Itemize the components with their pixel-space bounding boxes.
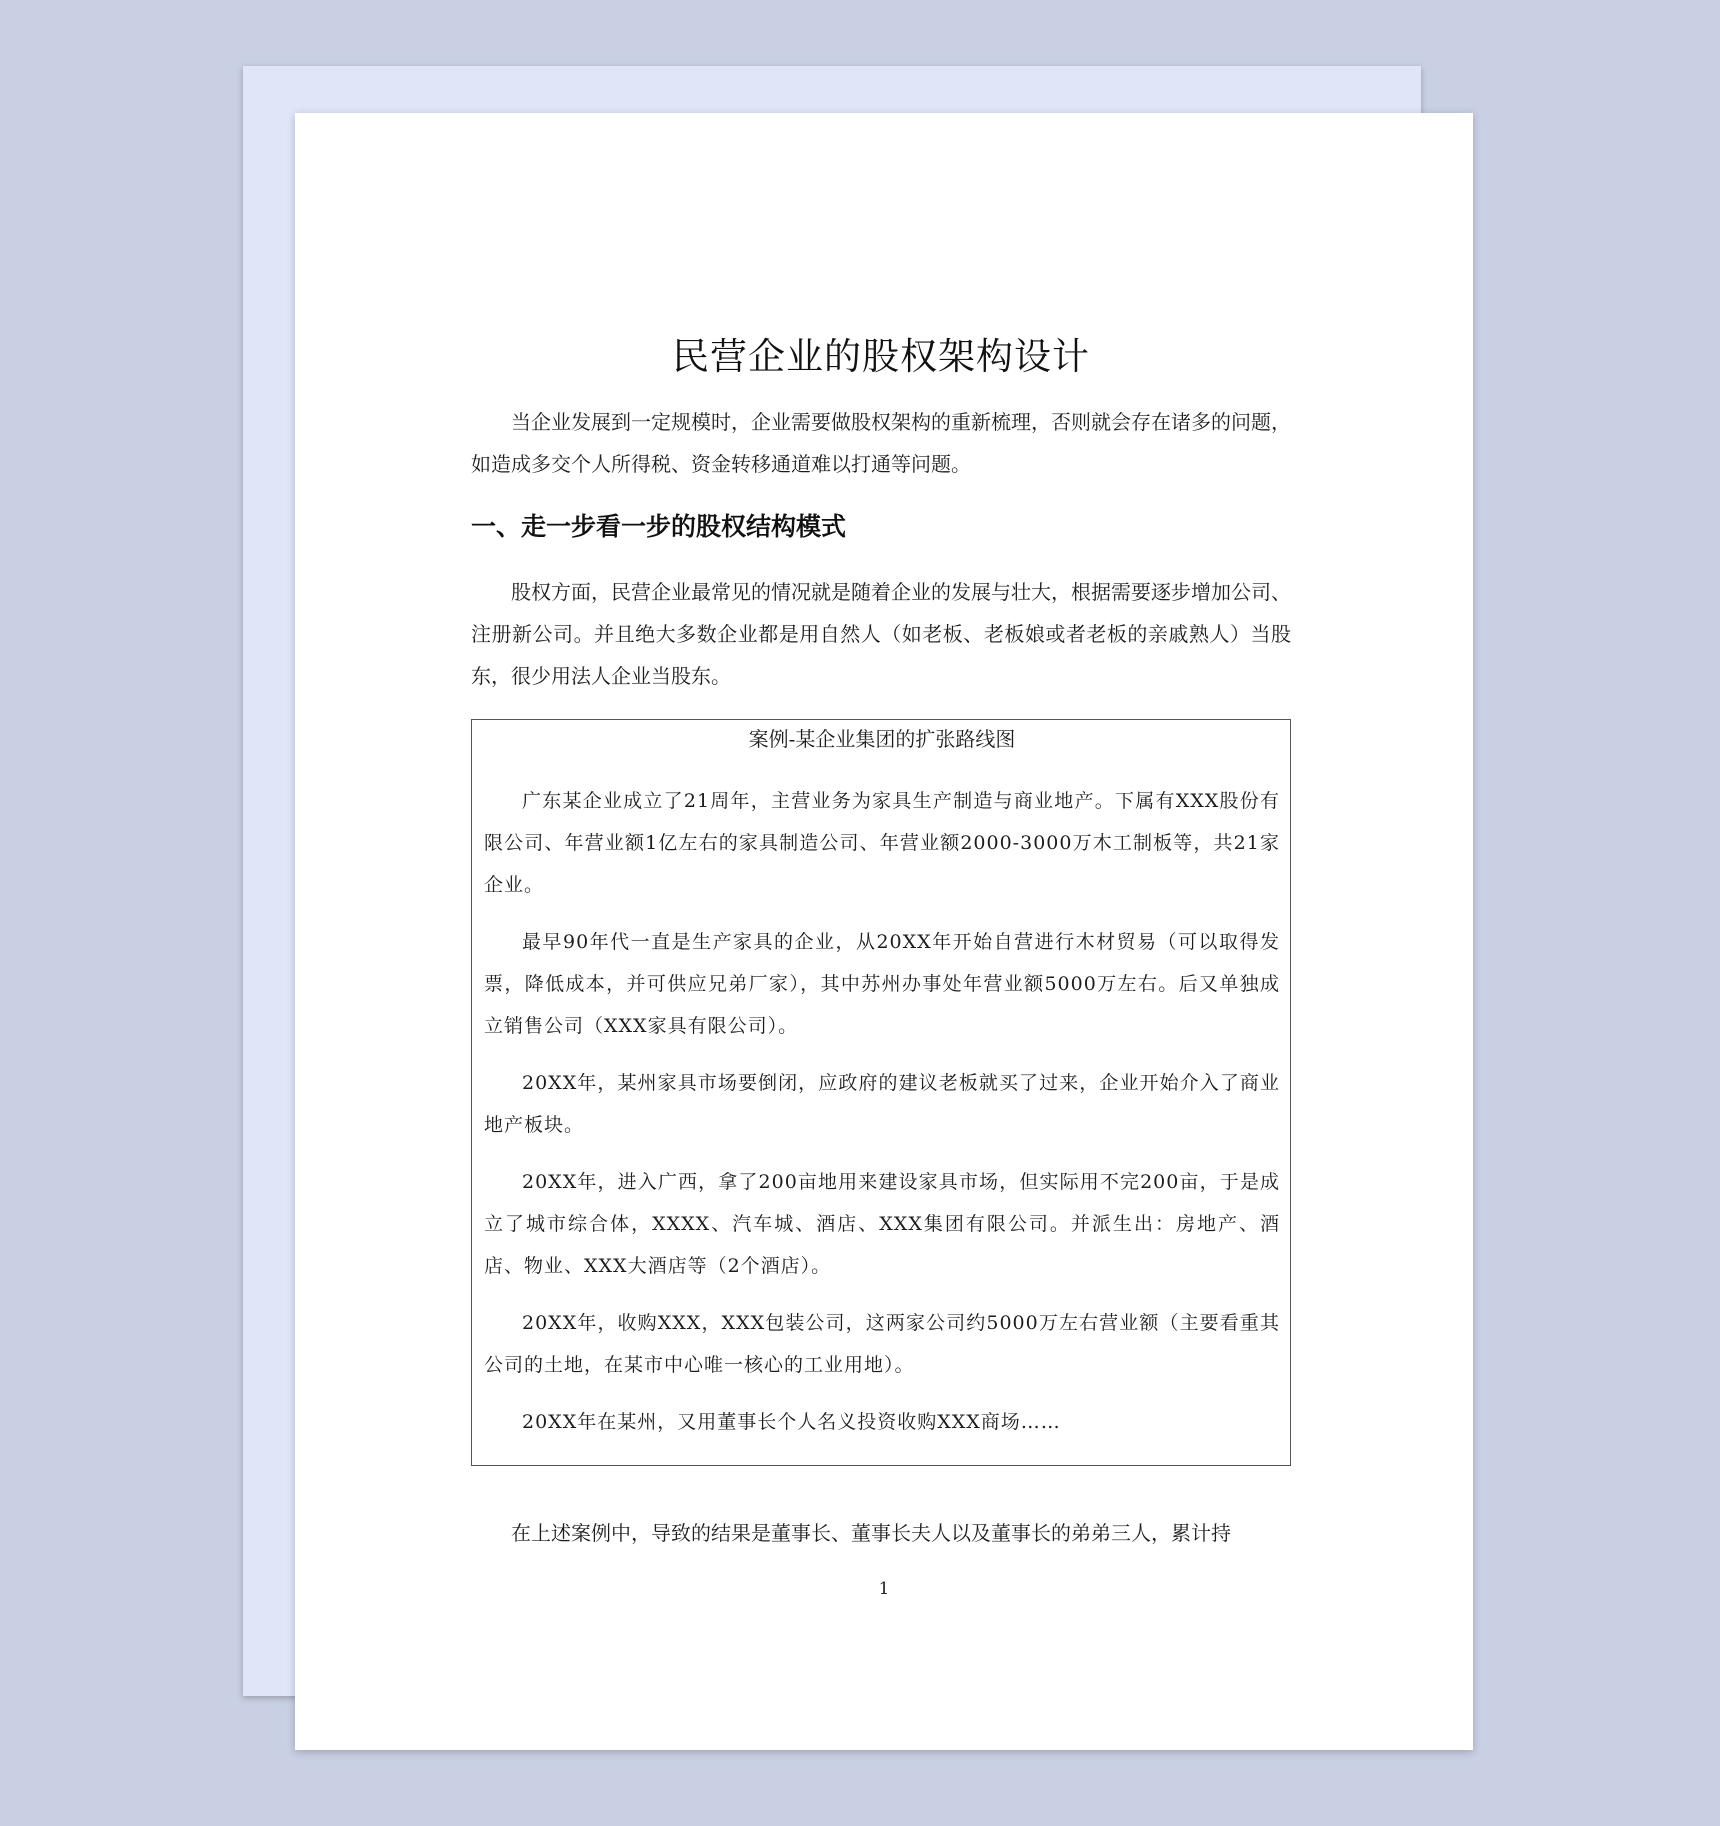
intro-paragraph: 当企业发展到一定规模时，企业需要做股权架构的重新梳理，否则就会存在诸多的问题，如造成多交个人所得税、资金转移通道难以打通等问题。 bbox=[471, 410, 1291, 476]
section-paragraph: 股权方面，民营企业最常见的情况就是随着企业的发展与壮大，根据需要逐步增加公司、注册新公司。并且绝大多数企业都是用自然人（如老板、老板娘或者老板的亲戚熟人）当股东，很少用法人企业当股东。 bbox=[471, 580, 1291, 688]
case-paragraph: 20XX年，某州家具市场要倒闭，应政府的建议老板就买了过来，企业开始介入了商业地产板块。 bbox=[484, 1072, 1280, 1136]
document-page bbox=[295, 113, 1473, 1750]
case-paragraph: 20XX年，进入广西，拿了200亩地用来建设家具市场，但实际用不完200亩，于是成立了城市综合体，XXXX、汽车城、酒店、XXX集团有限公司。并派生出：房地产、酒店、物业、XXX大酒店等（2个酒店）。 bbox=[484, 1171, 1280, 1277]
case-study-title: 案例-某企业集团的扩张路线图 bbox=[748, 727, 1016, 751]
case-paragraph: 最早90年代一直是生产家具的企业，从20XX年开始自营进行木材贸易（可以取得发票，降低成本，并可供应兄弟厂家），其中苏州办事处年营业额5000万左右。后又单独成立销售公司（XXX家具有限公司）。 bbox=[484, 931, 1280, 1037]
conclusion-paragraph: 在上述案例中，导致的结果是董事长、董事长夫人以及董事长的弟弟三人，累计持 bbox=[511, 1521, 1231, 1545]
page-number: 1 bbox=[878, 1579, 890, 1599]
case-paragraph: 广东某企业成立了21周年，主营业务为家具生产制造与商业地产。下属有XXX股份有限公司、年营业额1亿左右的家具制造公司、年营业额2000-3000万木工制板等，共21家企业。 bbox=[484, 790, 1280, 896]
document-title: 民营企业的股权架构设计 bbox=[672, 335, 1090, 378]
case-study-box bbox=[471, 719, 1291, 1466]
case-paragraph: 20XX年，收购XXX，XXX包装公司，这两家公司约5000万左右营业额（主要看重其公司的土地，在某市中心唯一核心的工业用地）。 bbox=[484, 1312, 1280, 1376]
case-paragraph: 20XX年在某州，又用董事长个人名义投资收购XXX商场…… bbox=[522, 1411, 1061, 1433]
section-heading: 一、走一步看一步的股权结构模式 bbox=[471, 512, 847, 541]
page-content bbox=[471, 333, 1291, 1554]
